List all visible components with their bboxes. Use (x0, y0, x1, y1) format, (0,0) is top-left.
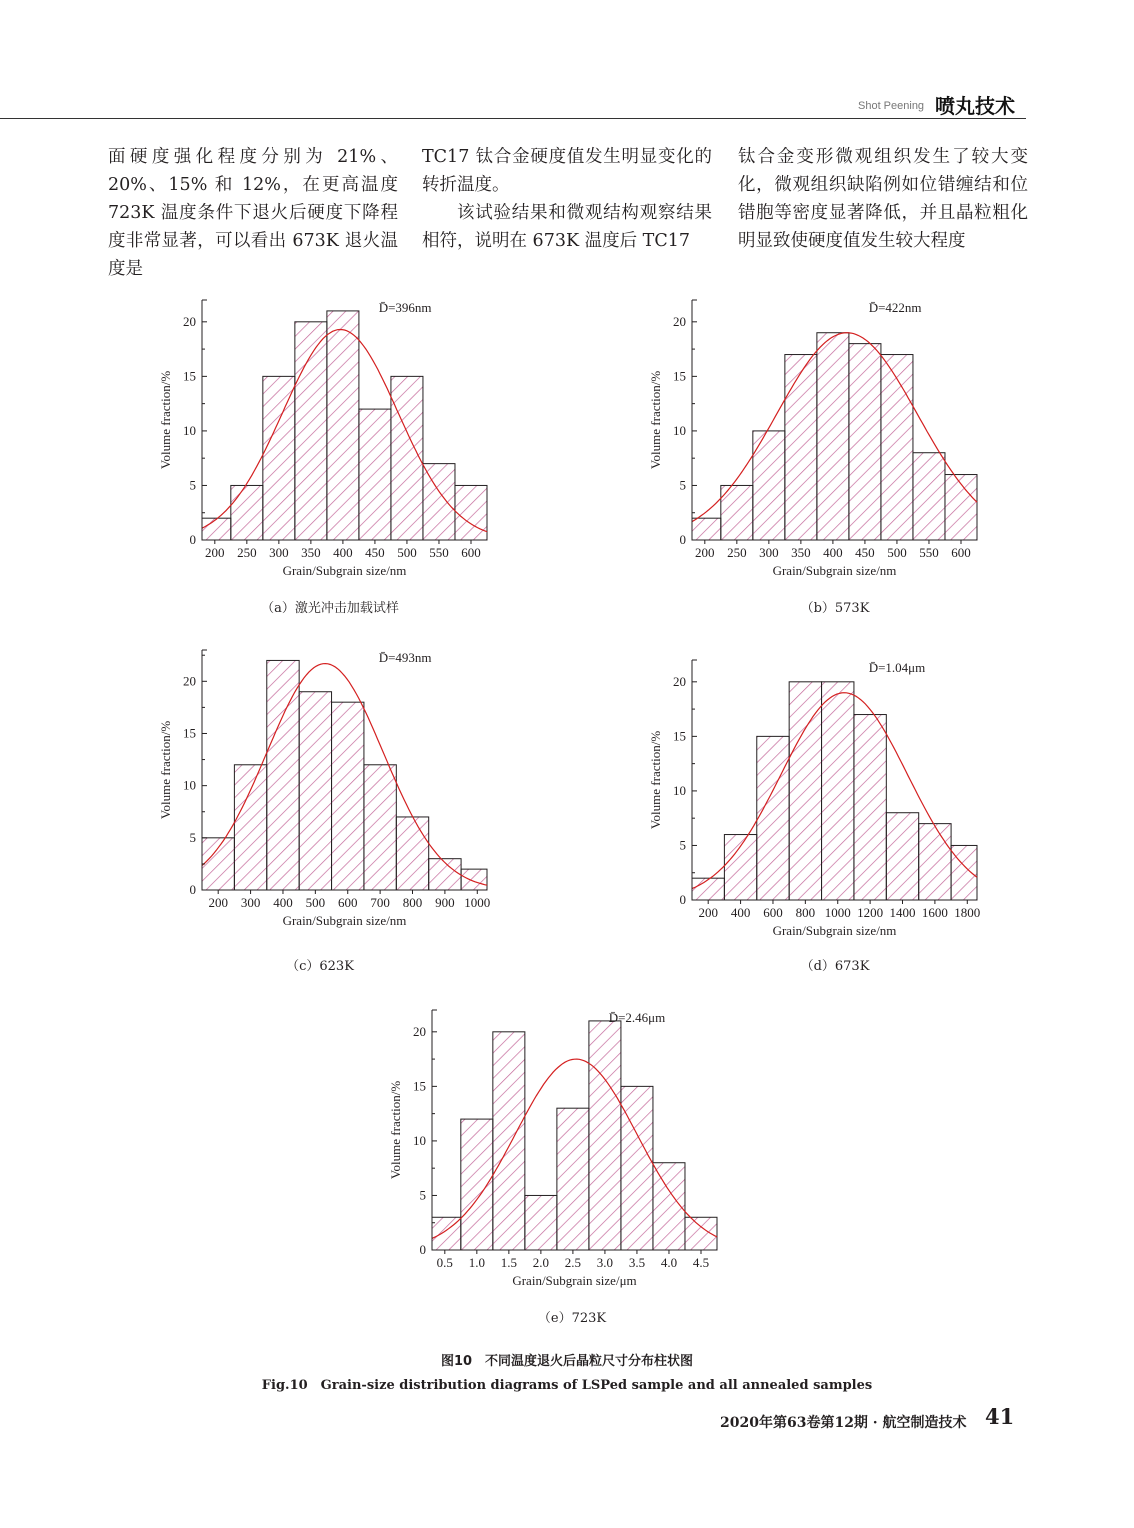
paragraph: 该试验结果和微观结构观察结果相符，说明在 673K 温度后 TC17 (422, 203, 712, 251)
y-axis-title: Volume fraction/% (648, 370, 663, 470)
histogram-bar (785, 355, 817, 540)
histogram-bar (881, 355, 913, 540)
y-tick-label: 20 (183, 673, 196, 689)
x-tick-label: 400 (333, 545, 353, 560)
y-tick-label: 10 (413, 1132, 426, 1148)
x-tick-label: 500 (887, 545, 907, 560)
x-axis-title: Grain/Subgrain size/nm (282, 563, 407, 578)
x-tick-label: 300 (269, 545, 289, 560)
x-tick-label: 4.5 (692, 1255, 710, 1270)
mean-size-annotation: D̄=396nm (378, 300, 432, 315)
x-tick-label: 600 (337, 895, 358, 910)
y-tick-label: 0 (419, 1242, 426, 1257)
x-tick-label: 1.0 (468, 1255, 485, 1270)
subfigure-caption-c: （c）623K (286, 959, 354, 974)
histogram-d (640, 650, 990, 960)
x-tick-label: 3.0 (596, 1255, 614, 1270)
x-tick-label: 400 (730, 905, 751, 920)
histogram-bar (391, 376, 423, 540)
x-tick-label: 450 (855, 545, 875, 560)
y-axis-title: Volume fraction/% (648, 730, 663, 830)
histogram-bar (692, 518, 721, 540)
x-tick-label: 1400 (889, 905, 916, 920)
y-tick-label: 0 (679, 892, 686, 907)
page-number: 41 (985, 1404, 1015, 1429)
paragraph: TC17 钛合金硬度值发生明显变化的转折温度。 (422, 147, 712, 195)
chart-svg (640, 650, 990, 960)
x-tick-label: 1600 (921, 905, 948, 920)
histogram-bar (789, 682, 821, 900)
chart-svg (150, 290, 500, 600)
x-tick-label: 800 (402, 895, 423, 910)
histogram-bar (822, 682, 854, 900)
body-column-1 (108, 143, 398, 283)
histogram-bar (455, 485, 487, 540)
y-axis-title: Volume fraction/% (388, 1080, 403, 1180)
x-axis-title: Grain/Subgrain size/nm (772, 923, 897, 938)
y-axis-title: Volume fraction/% (158, 720, 173, 820)
histogram-bar (461, 869, 487, 890)
histogram-bar (854, 715, 886, 900)
y-tick-label: 0 (189, 882, 196, 897)
histogram-bar (396, 817, 428, 890)
histogram-bar (327, 311, 359, 540)
histogram-bar (234, 765, 266, 890)
mean-size-annotation: D̄=1.04μm (868, 660, 926, 675)
histogram-b (640, 290, 990, 600)
y-tick-label: 0 (679, 532, 686, 547)
x-tick-label: 450 (365, 545, 385, 560)
x-tick-label: 2.5 (564, 1255, 582, 1270)
x-tick-label: 1000 (464, 895, 491, 910)
histogram-bar (724, 835, 756, 900)
y-tick-label: 15 (183, 725, 196, 741)
histogram-e (380, 1000, 730, 1310)
x-tick-label: 350 (791, 545, 811, 560)
x-tick-label: 400 (823, 545, 843, 560)
y-tick-label: 20 (413, 1023, 426, 1039)
figure-caption-en: Fig.10 Grain-size distribution diagrams of LSPed sample and all annealed samples (261, 1378, 873, 1393)
x-tick-label: 600 (763, 905, 783, 920)
histogram-bar (557, 1108, 589, 1250)
x-tick-label: 4.0 (660, 1255, 678, 1270)
x-tick-label: 500 (397, 545, 417, 560)
x-tick-label: 250 (727, 545, 747, 560)
y-tick-label: 15 (673, 368, 686, 384)
x-tick-label: 1200 (857, 905, 884, 920)
x-tick-label: 200 (695, 545, 715, 560)
histogram-bar (692, 878, 724, 900)
x-tick-label: 350 (301, 545, 321, 560)
running-header-cn: 喷丸技术 (935, 94, 1015, 118)
x-tick-label: 1800 (954, 905, 981, 920)
paragraph: 钛合金变形微观组织发生了较大变化，微观组织缺陷例如位错缠结和位错胞等密度显著降低，并且晶粒粗化明显致使硬度值发生较大程度 (738, 147, 1028, 251)
x-tick-label: 300 (240, 895, 261, 910)
y-tick-label: 10 (673, 782, 686, 798)
x-tick-label: 200 (205, 545, 225, 560)
histogram-bar (685, 1217, 717, 1250)
x-tick-label: 1.5 (500, 1255, 517, 1270)
x-tick-label: 700 (370, 895, 390, 910)
chart-svg (150, 640, 500, 950)
subfigure-caption-e: （e）723K (537, 1311, 607, 1326)
y-tick-label: 10 (183, 422, 196, 438)
histogram-bar (913, 453, 945, 540)
body-column-2 (422, 143, 712, 255)
subfigure-caption-b: （b）573K (800, 601, 870, 616)
x-tick-label: 600 (461, 545, 481, 560)
histogram-bar (621, 1086, 653, 1250)
x-tick-label: 600 (951, 545, 971, 560)
y-tick-label: 10 (183, 777, 196, 793)
x-axis-title: Grain/Subgrain size/nm (772, 563, 897, 578)
y-axis-title: Volume fraction/% (158, 370, 173, 470)
x-axis-title: Grain/Subgrain size/nm (282, 913, 407, 928)
histogram-bar (332, 702, 364, 890)
footer-journal: 2020年第63卷第12期 · 航空制造技术 (720, 1415, 967, 1431)
mean-size-annotation: D̄=493nm (378, 650, 432, 665)
histogram-bar (886, 813, 918, 900)
x-tick-label: 3.5 (628, 1255, 646, 1270)
histogram-bar (267, 660, 299, 890)
y-tick-label: 15 (183, 368, 196, 384)
figure-caption-cn: 图10 不同温度退火后晶粒尺寸分布柱状图 (440, 1354, 694, 1369)
x-tick-label: 550 (919, 545, 939, 560)
x-tick-label: 200 (208, 895, 228, 910)
histogram-bar (202, 518, 231, 540)
x-tick-label: 900 (435, 895, 455, 910)
y-tick-label: 5 (679, 837, 686, 853)
histogram-bar (364, 765, 396, 890)
x-tick-label: 0.5 (436, 1255, 453, 1270)
histogram-bar (525, 1195, 557, 1250)
histogram-bar (589, 1021, 621, 1250)
histogram-c (150, 640, 500, 950)
y-tick-label: 5 (189, 829, 196, 845)
mean-size-annotation: D̄=2.46μm (608, 1010, 666, 1025)
subfigure-caption-d: （d）673K (800, 959, 870, 974)
y-tick-label: 20 (183, 313, 196, 329)
histogram-bar (951, 845, 977, 900)
histogram-a (150, 290, 500, 600)
paragraph: 面硬度强化程度分别为 21%、20%、15% 和 12%，在更高温度 723K 温度条件下退火后硬度下降程度非常显著，可以看出 673K 退火温度是 (108, 147, 398, 279)
x-tick-label: 550 (429, 545, 449, 560)
histogram-bar (202, 838, 234, 890)
histogram-bar (757, 736, 789, 900)
y-tick-label: 20 (673, 313, 686, 329)
histogram-bar (817, 333, 849, 540)
histogram-bar (299, 692, 331, 890)
x-tick-label: 2.0 (532, 1255, 550, 1270)
histogram-bar (423, 464, 455, 540)
histogram-bar (231, 485, 263, 540)
histogram-bar (263, 376, 295, 540)
y-tick-label: 10 (673, 422, 686, 438)
y-tick-label: 5 (189, 477, 196, 493)
y-tick-label: 5 (419, 1187, 426, 1203)
mean-size-annotation: D̄=422nm (868, 300, 922, 315)
x-tick-label: 400 (273, 895, 293, 910)
header-rule (0, 118, 1026, 119)
y-tick-label: 0 (189, 532, 196, 547)
x-tick-label: 250 (237, 545, 257, 560)
x-tick-label: 300 (759, 545, 779, 560)
subfigure-caption-a: （a）激光冲击加载试样 (261, 601, 399, 616)
chart-svg (380, 1000, 730, 1310)
x-tick-label: 200 (698, 905, 718, 920)
histogram-bar (919, 824, 951, 900)
x-tick-label: 800 (795, 905, 816, 920)
x-tick-label: 500 (305, 895, 326, 910)
y-tick-label: 15 (673, 728, 686, 744)
y-tick-label: 15 (413, 1078, 426, 1094)
histogram-bar (849, 344, 881, 540)
y-tick-label: 5 (679, 477, 686, 493)
x-tick-label: 1000 (824, 905, 851, 920)
running-header-en: Shot Peening (858, 100, 925, 112)
body-column-3 (738, 143, 1028, 255)
histogram-bar (493, 1032, 525, 1250)
y-tick-label: 20 (673, 673, 686, 689)
histogram-bar (461, 1119, 493, 1250)
chart-svg (640, 290, 990, 600)
x-axis-title: Grain/Subgrain size/μm (512, 1273, 637, 1288)
histogram-bar (359, 409, 391, 540)
